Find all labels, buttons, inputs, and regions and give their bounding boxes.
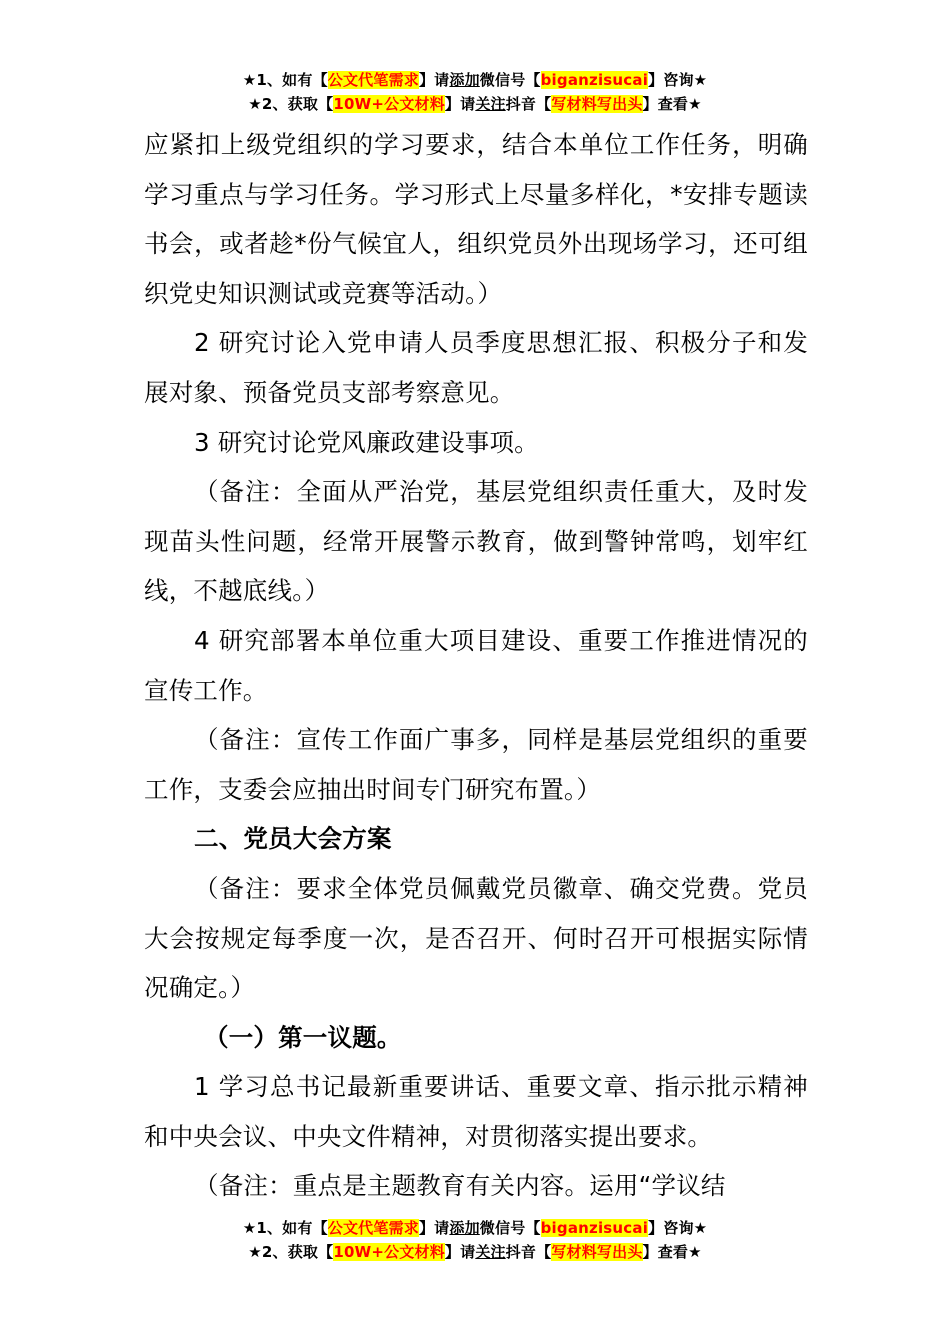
promo-text: 】请 [418, 71, 450, 89]
note-paragraph: （备注：要求全体党员佩戴党员徽章、确交党费。党员大会按规定每季度一次，是否召开、何时召开可根据实际情况确定。） [144, 873, 808, 1003]
promo-text: ★1、如有【 [242, 71, 328, 89]
promo-text: ★1、如有【 [242, 1219, 328, 1237]
document-body [144, 120, 808, 1211]
douyin-account-highlight: 写材料写出头 [551, 95, 643, 113]
promo-highlight: 10W+公文材料 [333, 95, 445, 113]
promo-underlined-text: 添加 [449, 71, 480, 89]
promo-text: 】请 [444, 1243, 476, 1261]
body-paragraph: 应紧扣上级党组织的学习要求，结合本单位工作任务，明确学习重点与学习任务。学习形式上尽量多样化，*安排专题读书会，或者趁*份气候宜人，组织党员外出现场学习，还可组织党史知识测试或竞赛等活动。） [144, 130, 808, 308]
note-paragraph: （备注：全面从严治党，基层党组织责任重大，及时发现苗头性问题，经常开展警示教育，做到警钟常鸣，划牢红线，不越底线。） [144, 477, 808, 606]
subsection-heading: （一）第一议题。 [204, 1022, 402, 1052]
promo-text: 】查看★ [642, 95, 702, 113]
note-paragraph: （备注：重点是主题教育有关内容。运用“学议结 [194, 1171, 726, 1201]
promo-text: ★2、获取【 [248, 1243, 334, 1261]
body-paragraph: 4 研究部署本单位重大项目建设、重要工作推进情况的宣传工作。 [144, 625, 808, 705]
body-paragraph: 1 学习总书记最新重要讲话、重要文章、指示批示精神和中央会议、中央文件精神，对贯彻落实提出要求。 [144, 1072, 808, 1151]
promo-text: ★2、获取【 [248, 95, 334, 113]
note-paragraph: （备注：宣传工作面广事多，同样是基层党组织的重要工作，支委会应抽出时间专门研究布置。） [144, 725, 808, 804]
promo-underlined-text: 添加 [449, 1219, 480, 1237]
promo-highlight: 公文代笔需求 [327, 71, 419, 89]
promo-underlined-text: 关注 [475, 95, 506, 113]
promo-text: 微信号【 [479, 1219, 541, 1237]
promo-text: 抖音【 [505, 1243, 552, 1261]
promo-highlight: 10W+公文材料 [333, 1243, 445, 1261]
promo-line-1 [0, 68, 950, 92]
wechat-id-highlight: biganzisucai [540, 1219, 649, 1237]
promo-text: 微信号【 [479, 71, 541, 89]
promo-banner-top [0, 68, 950, 116]
promo-text: 】查看★ [642, 1243, 702, 1261]
promo-highlight: 公文代笔需求 [327, 1219, 419, 1237]
body-paragraph: 3 研究讨论党风廉政建设事项。 [194, 427, 539, 457]
promo-line-2 [0, 1240, 950, 1264]
promo-banner-bottom [0, 1216, 950, 1264]
douyin-account-highlight: 写材料写出头 [551, 1243, 643, 1261]
promo-text: 抖音【 [505, 95, 552, 113]
section-heading: 二、党员大会方案 [194, 824, 392, 854]
promo-line-1 [0, 1216, 950, 1240]
body-paragraph: 2 研究讨论入党申请人员季度思想汇报、积极分子和发展对象、预备党员支部考察意见。 [144, 328, 808, 407]
promo-underlined-text: 关注 [475, 1243, 506, 1261]
wechat-id-highlight: biganzisucai [540, 71, 649, 89]
promo-text: 】咨询★ [648, 1219, 708, 1237]
promo-text: 】咨询★ [648, 71, 708, 89]
promo-text: 】请 [444, 95, 476, 113]
promo-text: 】请 [418, 1219, 450, 1237]
promo-line-2 [0, 92, 950, 116]
